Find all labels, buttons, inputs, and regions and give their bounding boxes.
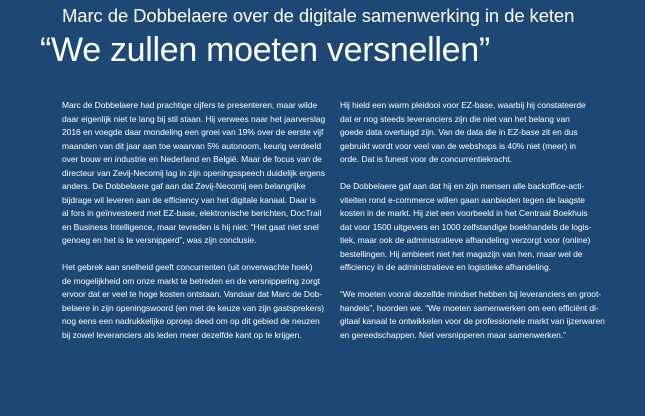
text-line: orde. Dat is funest voor de concurrentiekracht. [340,154,512,164]
text-line: bestellingen. Hij ambieert niet het magazijn van hen, maar wel de [340,248,583,259]
text-line: handels”, hoorden we. “We moeten samenwerken om een efficiënt di- [340,302,599,313]
text-line: gebruikt wordt voor veel van de webshops is 40% niet (meer) in [340,140,576,151]
text-line: en Business Intelligence, maar tevreden is hij niet: “Het gaat niet snel [62,221,319,232]
text-line: ervoor dat er veel te hoge kosten ontstaan. Vandaar dat Marc de Dob- [62,289,323,299]
paragraph [340,288,605,342]
text-line: Marc de Dobbelaere had prachtige cijfers te presenteren, maar wilde [62,100,318,110]
paragraph [62,261,325,342]
text-line: “We moeten vooral dezelfde mindset hebben bij leveranciers en groot- [340,289,602,299]
article-headline: “We zullen moeten versnellen” [40,31,490,69]
text-line: nog eens een nadrukkelijke oproep deed om op dit gebied de neuzen [62,316,320,326]
text-line: maanden van dit jaar aan toe waarvan 5% autonoom, keurig verdeeld [62,140,322,151]
text-line: kosten in de markt. Hij ziet een voorbeeld in het Centraal Boekhuis [340,208,588,218]
left-column [62,99,326,342]
paragraph [340,180,602,275]
paragraph [340,99,602,167]
text-line: directeur van Zevij-Necomij lag in zijn openingsspeech duidelijk ergens [62,167,325,178]
article-kicker: Marc de Dobbelaere over de digitale samenwerking in de keten [62,5,575,26]
paragraph [62,99,326,248]
text-line: anders. De Dobbelaere gaf aan dat Zevij-Necomij een belangrijke [62,181,306,191]
text-line: al fors in geïnvesteerd met EZ-base, elektronische berichten, DocTrail [62,208,322,218]
text-line: Hij hield een warm pleidooi voor EZ-base, waarbij hij constateerde [340,100,586,110]
text-line: Het gebrek aan snelheid geeft concurrenten (uit onverwachte hoek) [62,262,313,272]
text-line: gitaal kanaal te ontwikkelen voor de professionele markt van ijzerwaren [340,316,605,326]
text-line: efficiency in de administratieve en logistieke afhandeling. [340,262,551,272]
text-line: over bouw en industrie en Nederland en België. Maar de focus van de [62,154,322,164]
text-line: bij zowel leveranciers als leden meer dezelfde kant op te krijgen. [62,329,302,340]
text-line: dat voor 1500 uitgevers en 1000 zelfstandige boekhandels de logis- [340,221,592,232]
text-line: 2016 en voegde daar mondeling een groei van 19% over de eerste vijf [62,127,324,137]
text-line: bijdrage wil leveren aan de efficiency van het digitale kanaal. Daar is [62,194,316,205]
text-line: goede data overtuigd zijn. Van de data die in EZ-base zit en dus [340,127,578,137]
text-line: genoeg en het is te versnipperd”, was zijn conclusie. [62,235,257,245]
text-line: viteiten rond e-commerce willen gaan aanbieden tegen de laagste [340,194,585,205]
text-line: de mogelijkheid om onze markt te betreden en de versnippering zorgt [62,275,320,286]
text-line: De Dobbelaere gaf aan dat hij en zijn mensen alle backoffice-acti- [340,181,585,191]
text-line: daar eigenlijk niet te lang bij stil staan. Hij verwees naar het jaarverslag [62,113,326,124]
right-column [340,99,605,342]
text-line: belaere in zijn openingswoord (en met de keuze van zijn gastsprekers) [62,302,325,313]
text-line: dat er nog steeds leveranciers zijn die niet van het belang van [340,113,570,124]
text-line: en gereedschappen. Niet versnipperen maar samenwerken.” [340,329,566,340]
text-line: tiek, maar ook de administratieve afhandeling verzorgt voor (online) [340,235,591,245]
